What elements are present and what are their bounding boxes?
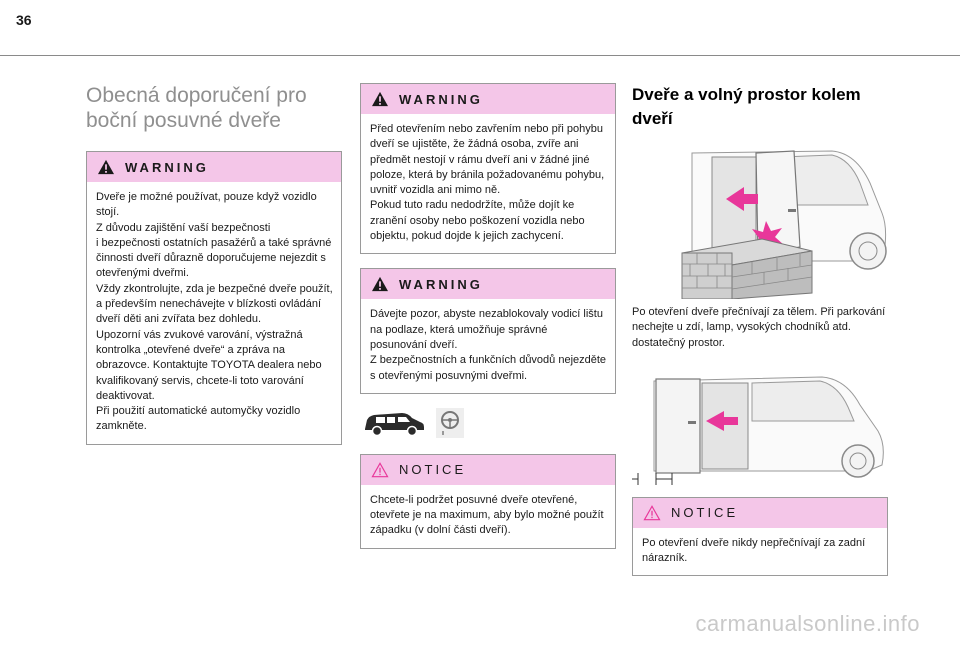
clearance-paragraph: Po otevření dveře přečnívají za tělem. Při parkování nechejte u zdí, lamp, vysokých chodníků atd. dostatečný prostor. (632, 306, 886, 349)
header-divider (0, 55, 960, 56)
notice-box-bumper (632, 497, 888, 577)
warning-box-general (86, 151, 342, 445)
notice-heading: NOTICE (399, 462, 467, 478)
section-title-clearance: Dveře a volný prostor kolem dveří (632, 85, 861, 128)
warning-box-header (87, 152, 341, 182)
warning-heading: WARNING (125, 159, 209, 175)
vehicle-icons-row (362, 408, 616, 438)
warning-heading: WARNING (399, 91, 483, 107)
warning-text: Dávejte pozor, abyste nezablokovaly vodicí lištu na podlaze, která umožňuje správné posunování dveří. Z bezpečnostních a funkčních důvodů nejezděte s otevřenými posuvnými dveřmi. (370, 308, 607, 382)
notice-triangle-icon (371, 462, 389, 478)
notice-box-latch (360, 454, 616, 549)
warning-text: Dveře je možné používat, pouze když vozidlo stojí. Z důvodu zajištění vaší bezpečnosti i bezpečnosti ostatních pasažérů a také správné činnosti dveří důrazně doporučujeme nejezdit s otevřenými dveřmi. Vždy zkontrolujte, zda je bezpečné dveře použít, a především nenechávejte v blízkosti ovládání dveří děti ani zvířata bez dohledu. Upozorní vás zvukové varování, výstražná kontrolka „otevřené dveře“ a zpráva na obrazovce. Kontaktujte TOYOTA dealera nebo kvalifikovaný servis, chcete-li toto varování deaktivovat. Při použití automatické automyčky vozidlo zamkněte. (96, 191, 333, 433)
column-right (632, 83, 888, 590)
column-middle (360, 83, 616, 563)
notice-triangle-icon (643, 505, 661, 521)
warning-triangle-icon (371, 91, 389, 107)
warning-heading: WARNING (399, 276, 483, 292)
steering-wheel-icon (436, 408, 464, 438)
warning-text: Před otevřením nebo zavřením nebo při pohybu dveří se ujistěte, že žádná osoba, zvíře ani předmět nestojí v rámu dveří ani v žádné jiné poloze, která by bránila požadovanému pohybu, uvnitř vozidla ani mimo ně. Pokud tuto radu nedodržíte, může dojít ke zranění osoby nebo poškození vozidla nebo objektu, pokud dojde k jejich zachycení. (370, 123, 605, 243)
notice-box-header (361, 455, 615, 485)
warning-box-header (361, 269, 615, 299)
column-left (86, 83, 342, 459)
notice-box-header (633, 498, 887, 528)
section-title-general: Obecná doporučení pro boční posuvné dveře (86, 84, 307, 132)
door-wall-illustration (632, 143, 888, 299)
van-icon (362, 409, 426, 437)
warning-box-guide-rail (360, 268, 616, 393)
warning-box-obstruction (360, 83, 616, 254)
notice-text: Chcete-li podržet posuvné dveře otevřené, otevřete je na maximum, aby bylo možné použít západku (v dolní části dveří). (370, 493, 604, 537)
door-opening-illustration (632, 361, 888, 487)
warning-triangle-icon (371, 276, 389, 292)
warning-box-header (361, 84, 615, 114)
page-number: 36 (16, 12, 32, 28)
warning-triangle-icon (97, 159, 115, 175)
notice-text: Po otevření dveře nikdy nepřečnívají za zadní nárazník. (642, 536, 866, 565)
notice-heading: NOTICE (671, 505, 739, 521)
watermark: carmanualsonline.info (695, 611, 920, 636)
